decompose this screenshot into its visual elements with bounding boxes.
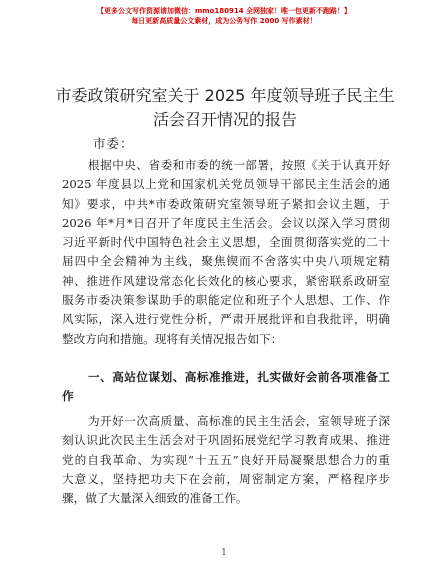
document-title-line1: 市委政策研究室关于 2025 年度领导班子民主生 [55, 86, 395, 105]
paragraph-line: 风实际，深入进行党性分析，严肃开展批评和自我批评，明确 [62, 312, 390, 327]
page-number: 1 [221, 548, 227, 558]
paragraph-line: 大意义，坚持把功夫下在会前，周密制定方案，严格程序步 [62, 471, 390, 486]
paragraph-line: 为开好一次高质量、高标准的民主生活会，室领导班子深 [88, 414, 390, 428]
paragraph-line: 党的自我革命、为实现“十五五”良好开局凝聚思想合力的重 [62, 452, 390, 467]
paragraph-line: 根据中央、省委和市委的统一部署，按照《关于认真开好 [88, 158, 390, 172]
paragraph-line: 知》要求，中共*市委政策研究室领导班子紧扣会议主题，于 [62, 196, 390, 211]
paragraph-line: 2025 年度县以上党和国家机关党员领导干部民主生活会的通 [62, 177, 390, 192]
promo-banner-line1: 【更多公文写作资源请加微信：mmo180914 全网独家！唯一包更新不跑路！】 [96, 7, 352, 15]
document-title-line2: 活会召开情况的报告 [152, 110, 297, 129]
paragraph-line: 2026 年*月*日召开了年度民主生活会。会议以深入学习贯彻 [62, 215, 390, 230]
promo-banner [0, 6, 448, 26]
document-title [40, 84, 410, 132]
paragraph-preparation [62, 412, 390, 508]
heading-line: 作 [62, 389, 74, 404]
heading-line: 一、高站位谋划、高标准推进，扎实做好会前各项准备工 [88, 370, 390, 384]
section-heading-1 [62, 368, 390, 407]
paragraph-line: 届四中全会精神为主线，聚焦锲而不舍落实中央八项规定精 [62, 254, 390, 269]
paragraph-intro [62, 156, 390, 349]
salutation: 市委： [93, 136, 134, 151]
paragraph-line: 服务市委决策参谋助手的职能定位和班子个人思想、工作、作 [62, 293, 390, 308]
promo-banner-line2: 每日更新高质量公文素材，成为公务写作 2000 写作素材！ [131, 17, 317, 25]
paragraph-line: 整改方向和措施。现将有关情况报告如下： [62, 331, 283, 346]
paragraph-line: 习近平新时代中国特色社会主义思想，全面贯彻落实党的二十 [62, 235, 390, 250]
paragraph-line: 骤，做了大量深入细致的准备工作。 [62, 491, 248, 506]
paragraph-line: 刻认识此次民主生活会对于巩固拓展党纪学习教育成果、推进 [62, 433, 390, 448]
paragraph-line: 神、推进作风建设常态化长效化的核心要求，紧密联系政研室 [62, 273, 390, 288]
